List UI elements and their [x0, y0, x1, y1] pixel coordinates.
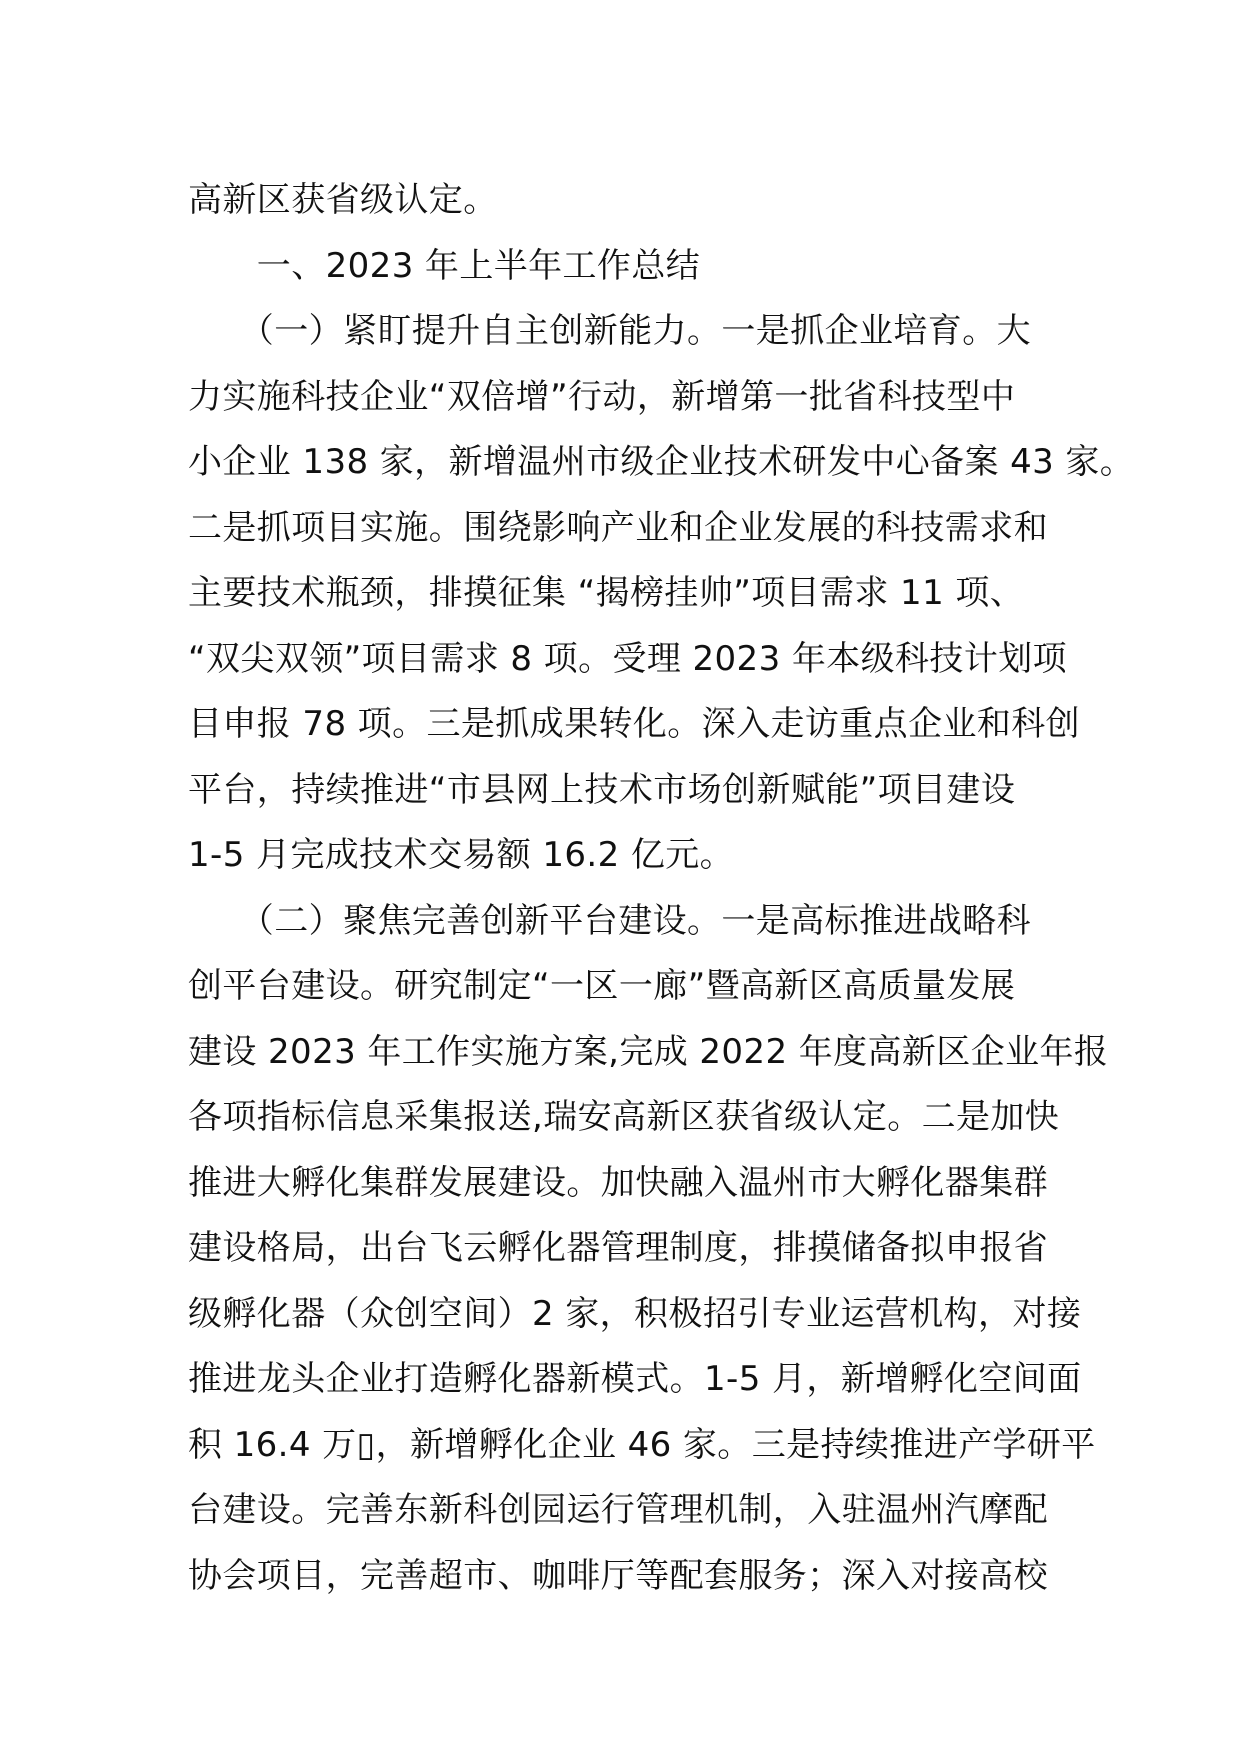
- section-heading: 一、2023 年上半年工作总结: [188, 245, 701, 286]
- text-line: 平台，持续推进“市县网上技术市场创新赋能”项目建设: [188, 769, 1016, 810]
- body-text: [188, 168, 1135, 1609]
- text-line: 二是抓项目实施。围绕影响产业和企业发展的科技需求和: [188, 507, 1048, 548]
- text-line: 高新区获省级认定。: [188, 180, 498, 220]
- text-line: 推进龙头企业打造孵化器新模式。1-5 月，新增孵化空间面: [188, 1359, 1082, 1399]
- text-line: 建设 2023 年工作实施方案,完成 2022 年度高新区企业年报: [188, 1031, 1109, 1072]
- text-line: 积 16.4 万▯，新增孵化企业 46 家。三是持续推进产学研平: [188, 1424, 1096, 1465]
- text-line: 推进大孵化集群发展建设。加快融入温州市大孵化器集群: [188, 1162, 1048, 1203]
- text-line: 各项指标信息采集报送,瑞安高新区获省级认定。二是加快: [188, 1097, 1060, 1137]
- text-line: 创平台建设。研究制定“一区一廊”暨高新区高质量发展: [188, 966, 1016, 1006]
- text-line: 建设格局，出台飞云孵化器管理制度，排摸储备拟申报省: [188, 1228, 1048, 1268]
- text-line: 级孵化器（众创空间）2 家，积极招引专业运营机构，对接: [188, 1293, 1082, 1334]
- text-line: “双尖双领”项目需求 8 项。受理 2023 年本级科技计划项: [188, 638, 1068, 679]
- text-line: 力实施科技企业“双倍增”行动，新增第一批省科技型中: [188, 376, 1016, 417]
- text-line: 台建设。完善东新科创园运行管理机制，入驻温州汽摩配: [188, 1490, 1048, 1530]
- text-line: 协会项目，完善超市、咖啡厅等配套服务；深入对接高校: [188, 1555, 1048, 1596]
- text-line: 小企业 138 家，新增温州市级企业技术研发中心备案 43 家。: [188, 442, 1135, 482]
- text-line: 主要技术瓶颈，排摸征集 “揭榜挂帅”项目需求 11 项、: [188, 573, 1025, 613]
- text-line: 目申报 78 项。三是抓成果转化。深入走访重点企业和科创: [188, 704, 1081, 744]
- text-line: 1-5 月完成技术交易额 16.2 亿元。: [188, 835, 735, 875]
- text-line: （二）聚焦完善创新平台建设。一是高标推进战略科: [188, 900, 1031, 941]
- text-line: （一）紧盯提升自主创新能力。一是抓企业培育。大: [188, 311, 1031, 351]
